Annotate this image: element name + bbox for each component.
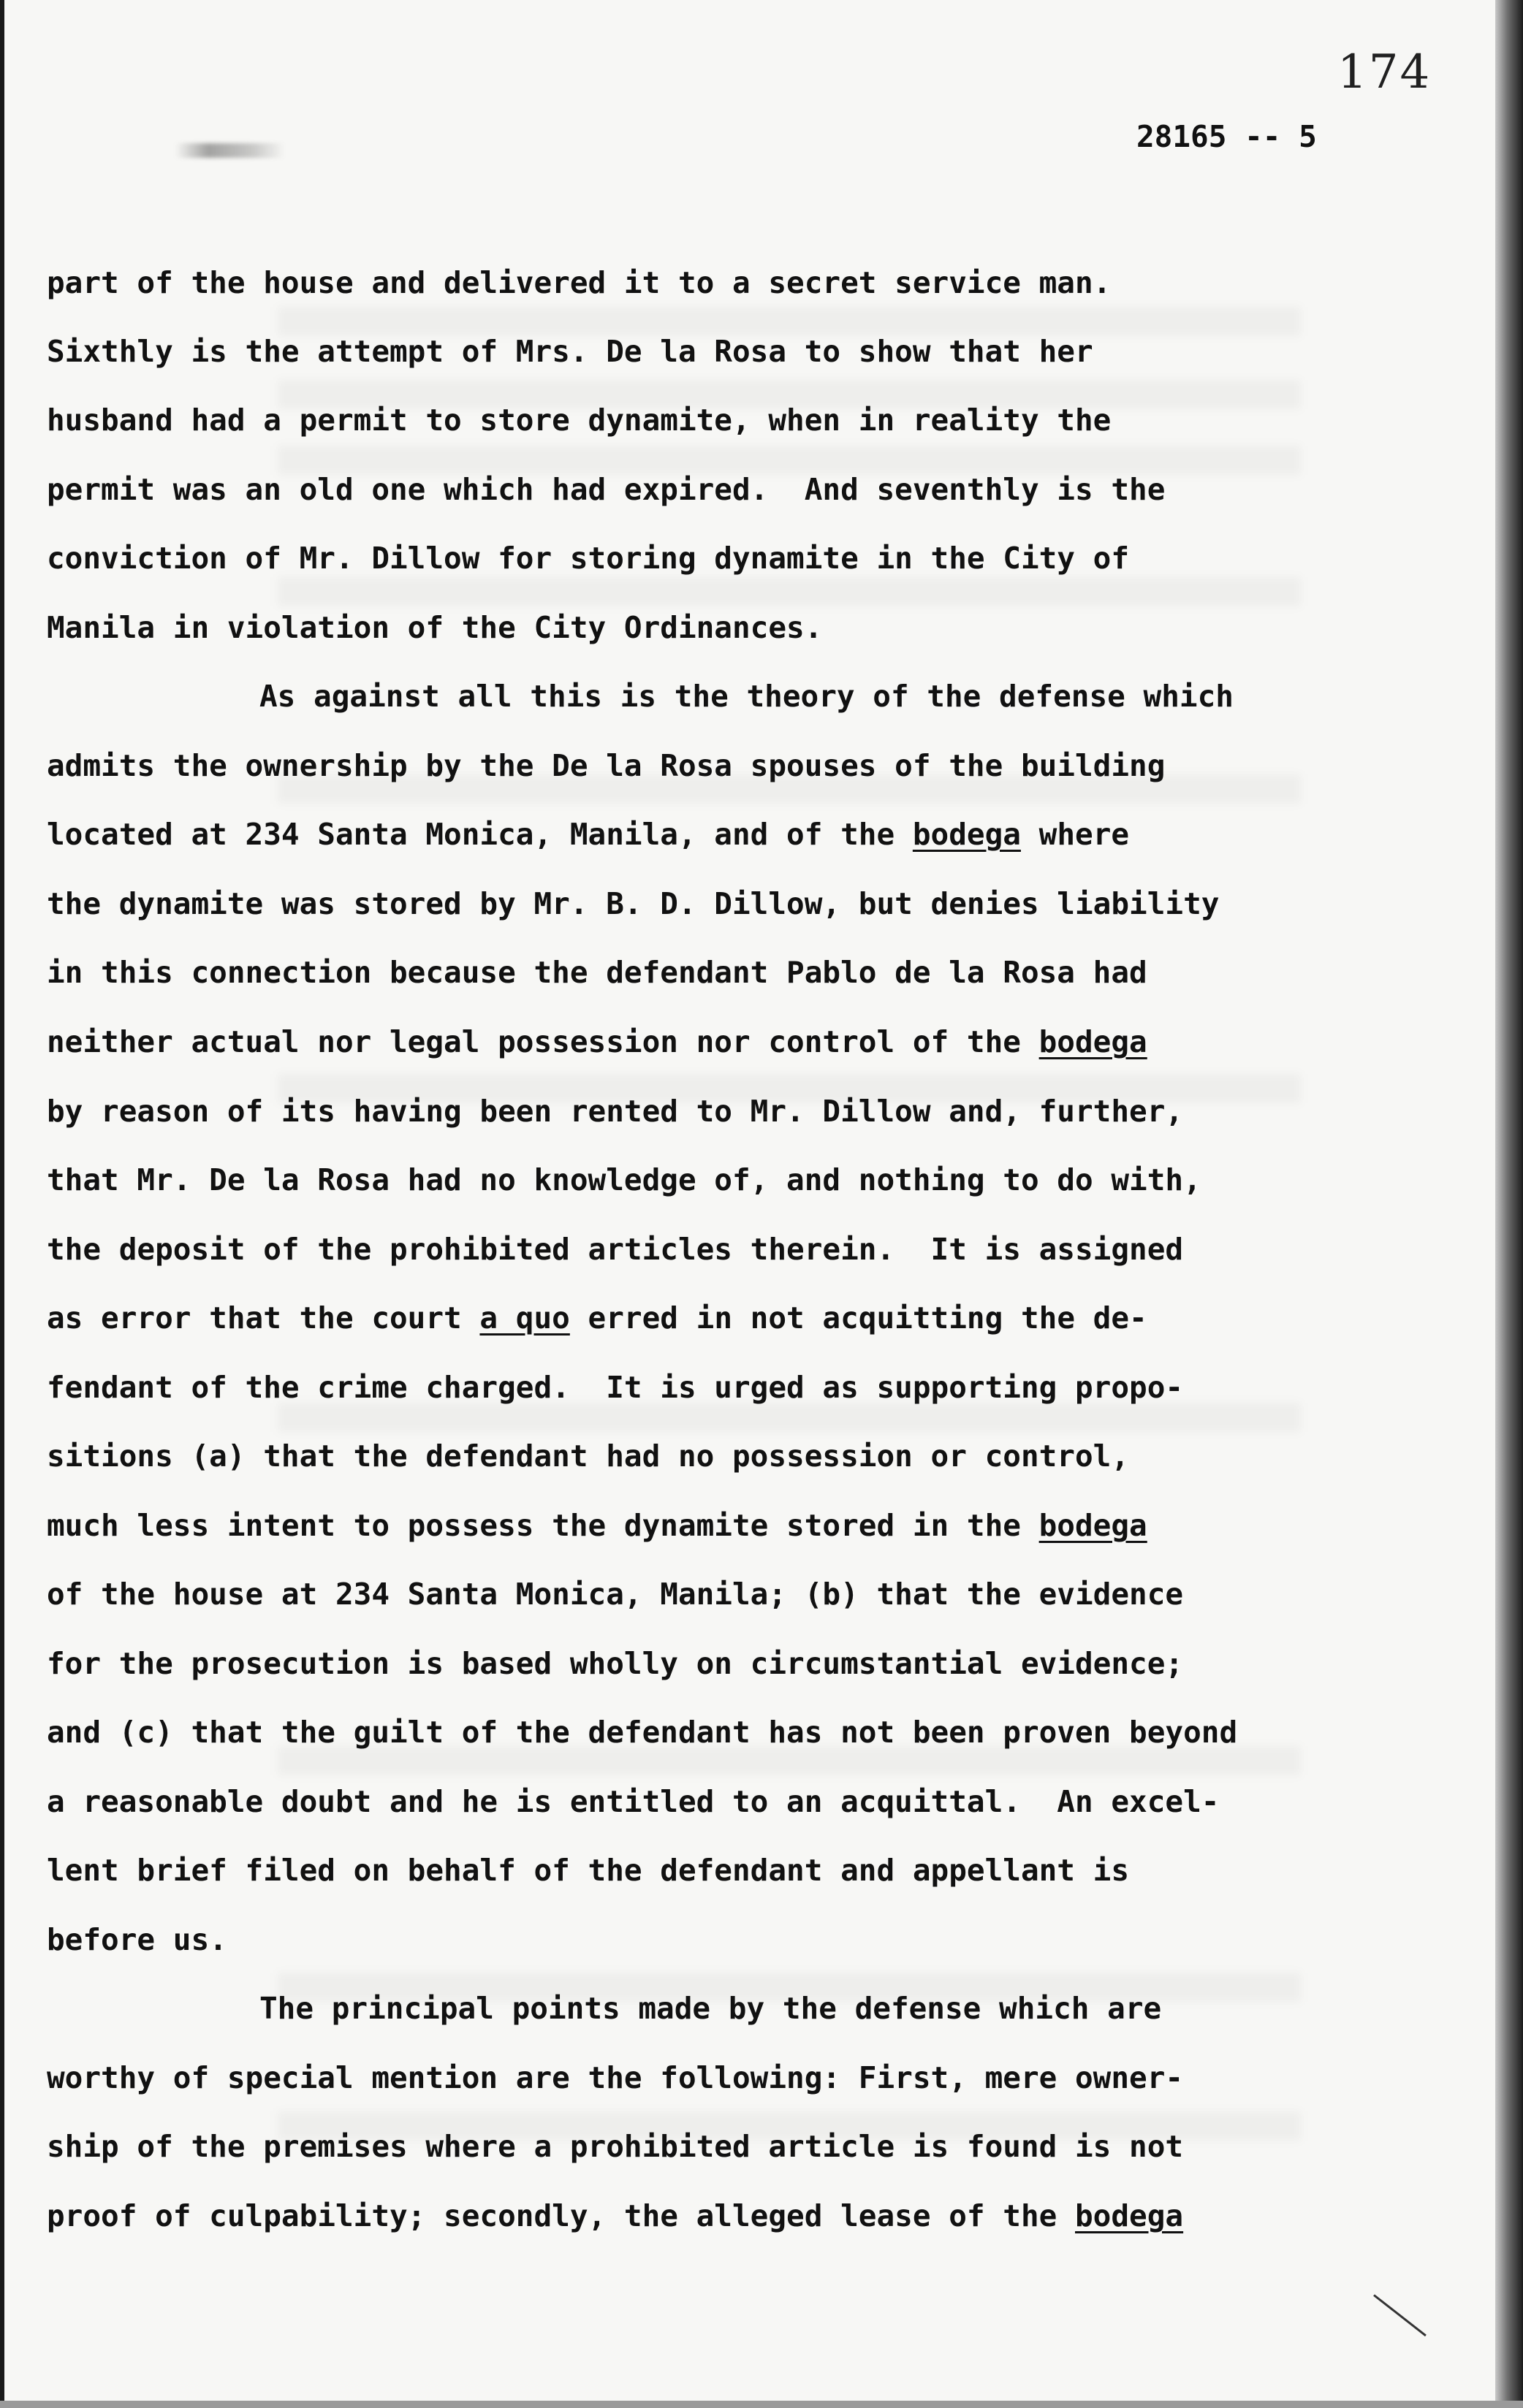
line-text: that Mr. De la Rosa had no knowledge of, and nothing to do with, (47, 1162, 1201, 1197)
text-line (47, 1852, 1129, 1889)
text-line (47, 402, 1111, 438)
scan-right-border (1495, 0, 1523, 2408)
line-text: permit was an old one which had expired. And seventhly is the (47, 472, 1166, 507)
underlined-term: bodega (1038, 1024, 1147, 1059)
line-text: for the prosecution is based wholly on circumstantial evidence; (47, 1646, 1184, 1681)
line-text: in this connection because the defendant Pablo de la Rosa had (47, 955, 1147, 990)
line-text: where (1020, 817, 1130, 852)
line-text: part of the house and delivered it to a secret service man. (47, 265, 1112, 300)
underlined-term: bodega (1075, 2198, 1184, 2233)
bleed-through (278, 1403, 1301, 1432)
pencil-mark (1373, 2294, 1427, 2336)
line-text: Manila in violation of the City Ordinances. (47, 610, 823, 645)
line-text: conviction of Mr. Dillow for storing dynamite in the City of (47, 541, 1130, 576)
line-text: by reason of its having been rented to Mr. Dillow and, further, (47, 1094, 1184, 1129)
page-number: 174 (1337, 45, 1432, 99)
text-line (47, 1162, 1201, 1198)
scan-left-border (0, 0, 4, 2408)
line-text: and (c) that the guilt of the defendant has not been proven beyond (47, 1715, 1238, 1750)
underlined-term: a quo (479, 1300, 570, 1336)
text-line (47, 1369, 1183, 1406)
text-line (47, 1093, 1183, 1129)
line-text: of the house at 234 Santa Monica, Manila; (b) that the evidence (47, 1577, 1184, 1612)
text-line (47, 1783, 1219, 1820)
text-line (47, 1645, 1183, 1682)
line-text: much less intent to possess the dynamite stored in the (47, 1508, 1039, 1543)
line-text: a reasonable doubt and he is entitled to an acquittal. An excel- (47, 1784, 1220, 1819)
line-text: proof of culpability; secondly, the alleged lease of the (47, 2198, 1075, 2233)
line-text: before us. (47, 1922, 227, 1957)
line-text: As against all this is the theory of the defense which (259, 679, 1234, 714)
line-text: the dynamite was stored by Mr. B. D. Dillow, but denies liability (47, 886, 1220, 921)
text-line (47, 747, 1165, 784)
scan-bottom-border (0, 2401, 1523, 2408)
bleed-through (278, 446, 1301, 475)
line-text: The principal points made by the defense which are (259, 1991, 1162, 2026)
text-line (47, 1300, 1147, 1336)
line-text: Sixthly is the attempt of Mrs. De la Rosa to show that her (47, 334, 1093, 369)
line-text: neither actual nor legal possession nor control of the (47, 1024, 1039, 1059)
line-text: worthy of special mention are the following: First, mere owner- (47, 2060, 1184, 2095)
text-line (47, 333, 1093, 370)
line-text: fendant of the crime charged. It is urged as supporting propo- (47, 1370, 1184, 1405)
underlined-term: bodega (1038, 1508, 1147, 1543)
text-line (47, 816, 1129, 853)
line-text: ship of the premises where a prohibited article is found is not (47, 2129, 1184, 2164)
text-line (47, 2128, 1183, 2165)
text-line (47, 2198, 1183, 2234)
text-line (47, 1576, 1183, 1612)
text-line (47, 1438, 1129, 1474)
document-reference: 28165 -- 5 (1136, 119, 1317, 154)
text-line (47, 1231, 1183, 1268)
text-line (47, 1714, 1237, 1750)
text-line (47, 1921, 227, 1958)
line-text: sitions (a) that the defendant had no possession or control, (47, 1439, 1130, 1474)
text-line (259, 1990, 1161, 2027)
text-line (47, 540, 1129, 576)
text-line (47, 609, 822, 646)
line-text: located at 234 Santa Monica, Manila, and of the (47, 817, 913, 852)
text-line (47, 2060, 1183, 2096)
line-text: erred in not acquitting the de- (569, 1300, 1147, 1336)
line-text: as error that the court (47, 1300, 480, 1336)
line-text: lent brief filed on behalf of the defendant and appellant is (47, 1853, 1130, 1888)
text-line (47, 264, 1111, 301)
line-text: the deposit of the prohibited articles therein. It is assigned (47, 1232, 1184, 1267)
text-line (47, 1507, 1147, 1544)
text-line (47, 1024, 1147, 1060)
bleed-through (278, 307, 1301, 336)
text-line (47, 954, 1147, 991)
underlined-term: bodega (912, 817, 1021, 852)
text-line (259, 678, 1234, 715)
bleed-through (278, 1746, 1301, 1775)
line-text: admits the ownership by the De la Rosa spouses of the building (47, 748, 1166, 783)
bleed-through (278, 577, 1301, 606)
line-text: husband had a permit to store dynamite, when in reality the (47, 403, 1112, 438)
text-line (47, 885, 1219, 922)
ink-smudge (175, 143, 285, 158)
text-line (47, 471, 1165, 508)
